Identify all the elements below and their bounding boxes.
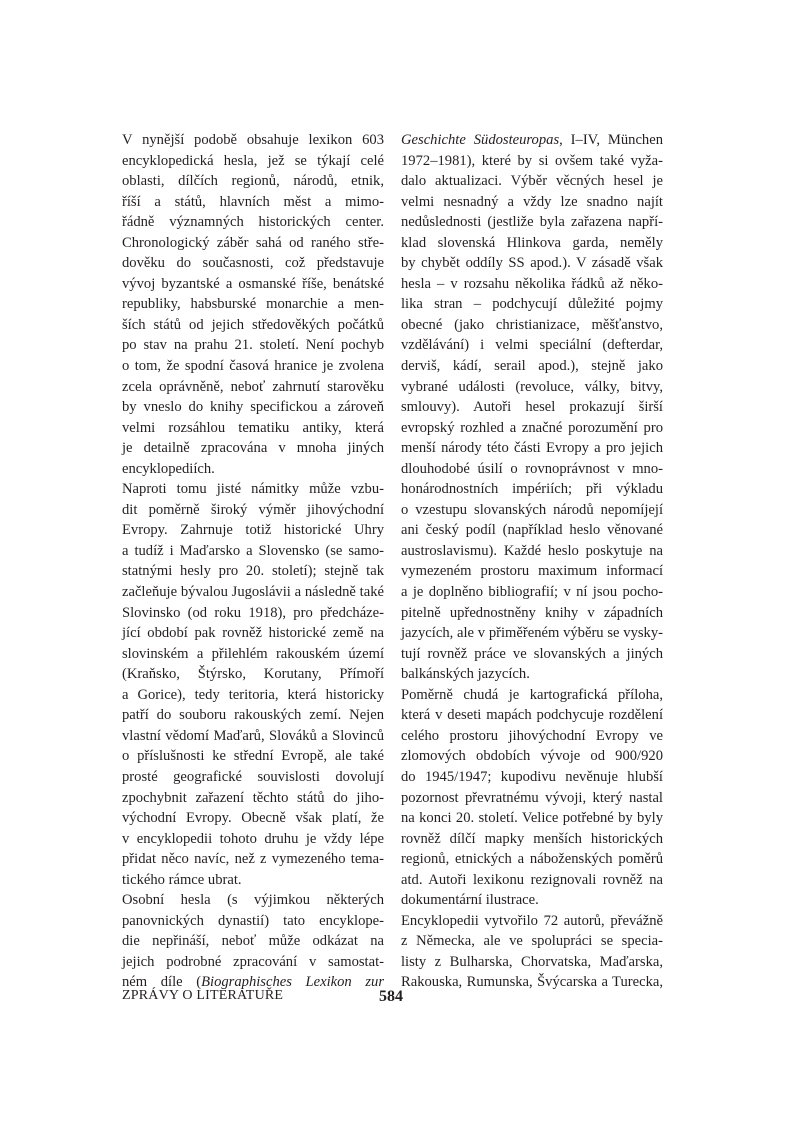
paragraph bbox=[401, 685, 663, 911]
text-line: Evropy. Zahrnuje totiž historické Uhry bbox=[122, 522, 384, 539]
text-line: nedůslednosti (jestliže byla zařazena napří- bbox=[401, 214, 663, 231]
text-line: lika stran – podchycují důležité pojmy bbox=[401, 296, 663, 313]
text-line: je detailně zpracována v mnoha jiných bbox=[122, 440, 384, 457]
text-line: austroslavismu). Každé heslo poskytuje na bbox=[401, 542, 663, 559]
text-line: jejich podrobné zpracování v samostat- bbox=[122, 953, 384, 970]
text-line: Chronologický záběr sahá od raného stře- bbox=[122, 234, 384, 251]
text-line: republiky, habsburské monarchie a men- bbox=[122, 296, 384, 313]
journal-title: ZPRÁVY O LITERATUŘE bbox=[122, 988, 284, 1003]
paragraph bbox=[401, 911, 663, 993]
left-text-column bbox=[122, 130, 384, 993]
text-line: derviš, kádí, serail apod.), stejně jako bbox=[401, 358, 663, 375]
text-line: menší národy této části Evropy a pro jejich bbox=[401, 440, 663, 457]
paragraph bbox=[122, 890, 384, 993]
text-line: velmi nesnadný a vždy lze snadno najít bbox=[401, 193, 663, 210]
text-line: řádně významných historických center. bbox=[122, 214, 384, 231]
text-line: slovinském a přilehlém rakouském území bbox=[122, 645, 384, 662]
text-line: vývoj byzantské a osmanské říše, benátské bbox=[122, 275, 384, 292]
text-line: by vneslo do knihy specifickou a zároveň bbox=[122, 399, 384, 416]
text-line: encyklopedická hesla, jež se týkají celé bbox=[122, 152, 384, 169]
text-line: rovněž dílčí mapky menších historických bbox=[401, 830, 663, 847]
text-line: a tudíž i Maďarsko a Slovensko (se samo- bbox=[122, 542, 384, 559]
text-fragment: ném díle ( bbox=[122, 974, 202, 991]
text-line: Naproti tomu jisté námitky může vzbu- bbox=[122, 481, 384, 498]
text-line: dlouhodobé úsilí o rovnoprávnost v mno- bbox=[401, 460, 663, 477]
text-line: honárodnostních impériích; při výkladu bbox=[401, 481, 663, 498]
text-line: po stav na prahu 21. století. Není pochyb bbox=[122, 337, 384, 354]
text-line: regionů, etnických a náboženských poměrů bbox=[401, 851, 663, 868]
text-line: oblasti, dílčích regionů, národů, etnik, bbox=[122, 173, 384, 190]
text-line: vymezeném prostoru maximum informací bbox=[401, 563, 663, 580]
text-line: Poměrně chudá je kartografická příloha, bbox=[401, 686, 663, 703]
text-line: patří do souboru rakouských zemí. Nejen bbox=[122, 707, 384, 724]
text-line: dověku do současnosti, což představuje bbox=[122, 255, 384, 272]
text-line: pozornost převratnému vývoji, který nastal bbox=[401, 789, 663, 806]
text-line: statnými hesly pro 20. století); stejně tak bbox=[122, 563, 384, 580]
text-line: vybrané události (revoluce, války, bitvy, bbox=[401, 378, 663, 395]
right-text-column bbox=[401, 130, 663, 993]
page-number: 584 bbox=[379, 988, 403, 1005]
text-line: die nepřináší, neboť může odkázat na bbox=[122, 933, 384, 950]
text-line: Encyklopedii vytvořilo 72 autorů, převážně bbox=[401, 912, 663, 929]
text-line: 1972–1981), které by si ovšem také vyža- bbox=[401, 152, 663, 169]
text-line: Slovinsko (od roku 1918), pro předcháze- bbox=[122, 604, 384, 621]
text-line: listy z Bulharska, Chorvatska, Maďarska, bbox=[401, 953, 663, 970]
text-line: prosté geografické souvislosti dovolují bbox=[122, 768, 384, 785]
text-line bbox=[401, 130, 663, 151]
text-line: hesla – v rozsahu několika řádků až něko- bbox=[401, 275, 663, 292]
text-line: jazycích, ale v přiměřeném výběru se vysky- bbox=[401, 625, 663, 642]
text-line: v encyklopedii tohoto druhu je vždy lépe bbox=[122, 830, 384, 847]
text-line: balkánských jazycích. bbox=[401, 666, 530, 683]
text-line: smlouvy). Autoři hesel prokazují širší bbox=[401, 399, 663, 416]
text-line: obecné (jako christianizace, měšťanstvo, bbox=[401, 316, 663, 333]
text-line: tují rovněž práce ve slovanských a jiných bbox=[401, 645, 663, 662]
text-line: dit poměrně široký výměr jihovýchodní bbox=[122, 501, 384, 518]
text-line: o vzestupu slovanských národů nepomíjejí bbox=[401, 501, 663, 518]
text-line: dalo aktualizaci. Výběr věcných hesel je bbox=[401, 173, 663, 190]
text-line: která v deseti mapách podchycuje rozdělení bbox=[401, 707, 663, 724]
text-line: panovnických dynastií) tato encyklope- bbox=[122, 912, 384, 929]
text-line: dokumentární ilustrace. bbox=[401, 892, 539, 909]
text-line: by chybět oddíly SS apod.). V zásadě však bbox=[401, 255, 663, 272]
text-line: o tom, že spodní časová hranice je zvolena bbox=[122, 358, 384, 375]
text-line: encyklopediích. bbox=[122, 460, 215, 477]
text-line: klad slovenská Hlinkova garda, neměly bbox=[401, 234, 663, 251]
paragraph bbox=[122, 479, 384, 890]
italic-book-title: Biographisches Lexikon zur bbox=[201, 974, 384, 991]
text-line: tického rámce ubrat. bbox=[122, 871, 242, 888]
text-line: vlastní vědomí Maďarů, Slováků a Slovinců bbox=[122, 727, 384, 744]
text-line: říší a států, hlavních měst a mimo- bbox=[122, 193, 384, 210]
text-line: vzdělávání) i velmi speciální (defterdar, bbox=[401, 337, 663, 354]
text-line: a Gorice), tedy teritoria, která historicky bbox=[122, 686, 384, 703]
text-line: evropský rozhled a značné porozumění pro bbox=[401, 419, 663, 436]
paragraph bbox=[122, 130, 384, 479]
text-line: (Kraňsko, Štýrsko, Korutany, Přímoří bbox=[122, 666, 384, 683]
text-line: ších států od jejich středověkých počátků bbox=[122, 316, 384, 333]
text-line: zlomových obdobích vývoje od 900/920 bbox=[401, 748, 663, 765]
text-line: začleňuje bývalou Jugoslávii a následně také bbox=[122, 584, 384, 601]
text-line: atd. Autoři lexikonu rezignovali rovněž na bbox=[401, 871, 663, 888]
text-line: velmi rozsáhlou tematiku antiky, která bbox=[122, 419, 384, 436]
text-line: zcela oprávněně, neboť zahrnutí starověku bbox=[122, 378, 384, 395]
italic-book-title: Geschichte Südosteuropas bbox=[401, 132, 560, 148]
text-fragment: , I–IV, München bbox=[559, 132, 663, 148]
text-line: do 1945/1947; kupodivu nevěnuje hlubší bbox=[401, 768, 663, 785]
text-line: o příslušnosti ke střední Evropě, ale také bbox=[122, 748, 384, 765]
text-line: V nynější podobě obsahuje lexikon 603 bbox=[122, 132, 384, 148]
text-line: celého prostoru jihovýchodní Evropy ve bbox=[401, 727, 663, 744]
text-line: z Německa, ale ve spolupráci se specia- bbox=[401, 933, 663, 950]
text-line: Rakouska, Rumunska, Švýcarska a Turecka, bbox=[401, 974, 663, 991]
text-line: zpochybnit zařazení těchto států do jiho- bbox=[122, 789, 384, 806]
text-line: ani český podíl (například heslo věnované bbox=[401, 522, 663, 539]
text-line: jící období pak rovněž historické země na bbox=[122, 625, 384, 642]
text-line: a je doplněno bibliografií; v ní jsou pocho- bbox=[401, 584, 663, 601]
text-line: východní Evropy. Obecně však platí, že bbox=[122, 810, 384, 827]
text-line: pitelně upřednostněny knihy v západních bbox=[401, 604, 663, 621]
text-line: přidat něco navíc, než z vymezeného tema- bbox=[122, 851, 384, 868]
text-line: na konci 20. století. Velice potřebné by byly bbox=[401, 810, 663, 827]
text-line: Osobní hesla (s výjimkou některých bbox=[122, 892, 384, 909]
paragraph bbox=[401, 130, 663, 685]
